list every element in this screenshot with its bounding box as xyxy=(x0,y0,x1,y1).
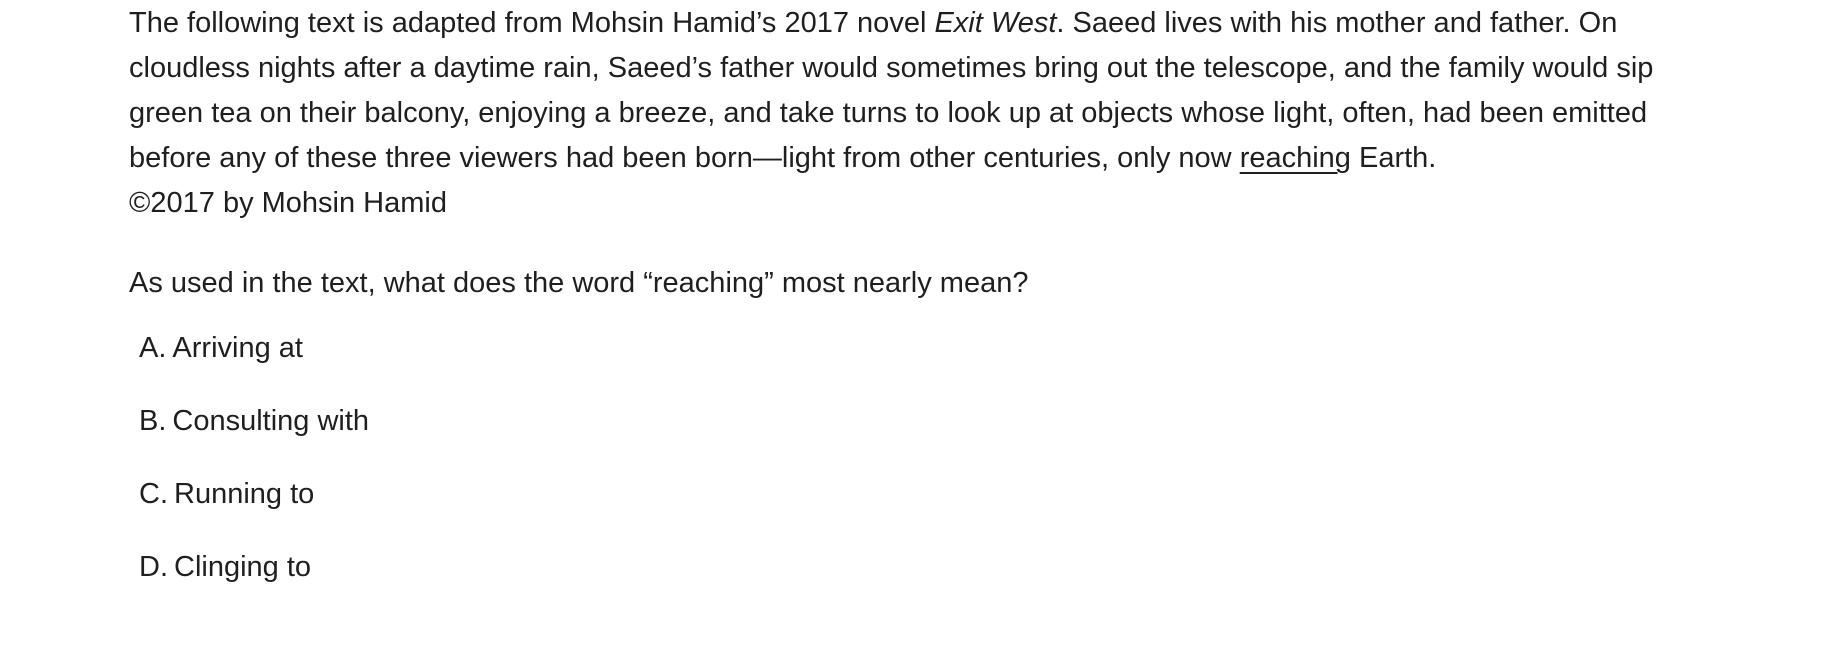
choice-text: Running to xyxy=(174,478,315,510)
choice-a[interactable] xyxy=(129,326,1729,371)
choice-text: Clinging to xyxy=(174,551,312,583)
copyright-line: ©2017 by Mohsin Hamid xyxy=(129,187,447,219)
choice-b[interactable] xyxy=(129,399,1729,444)
choice-letter: C. xyxy=(139,478,168,510)
choice-text: Consulting with xyxy=(172,405,370,437)
choice-letter: B. xyxy=(139,405,167,437)
choice-letter: A. xyxy=(139,332,167,364)
choice-text: Arriving at xyxy=(172,332,303,364)
answer-choices xyxy=(129,326,1729,590)
question-content xyxy=(129,0,1729,618)
choice-c[interactable] xyxy=(129,472,1729,517)
question-prompt: As used in the text, what does the word “reaching” most nearly mean? xyxy=(129,267,1029,299)
underlined-target-word: reaching xyxy=(1239,142,1351,174)
passage-ending: Earth. xyxy=(1350,142,1437,174)
choice-d[interactable] xyxy=(129,545,1729,590)
novel-title: Exit West xyxy=(934,7,1057,39)
passage-text xyxy=(129,0,1729,181)
passage-body: . Saeed lives with his mother and father. On cloudless nights after a daytime rain, Saeed’s father would sometimes bring out the telescope, and the family would sip green tea on their balcony, enjoying a breeze, and take turns to look up at objects whose light, often, had been emitted before any of these three viewers had been born—light from other centuries, only now xyxy=(129,7,1654,174)
choice-letter: D. xyxy=(139,551,168,583)
passage-intro: The following text is adapted from Mohsin Hamid’s 2017 novel xyxy=(129,7,935,39)
